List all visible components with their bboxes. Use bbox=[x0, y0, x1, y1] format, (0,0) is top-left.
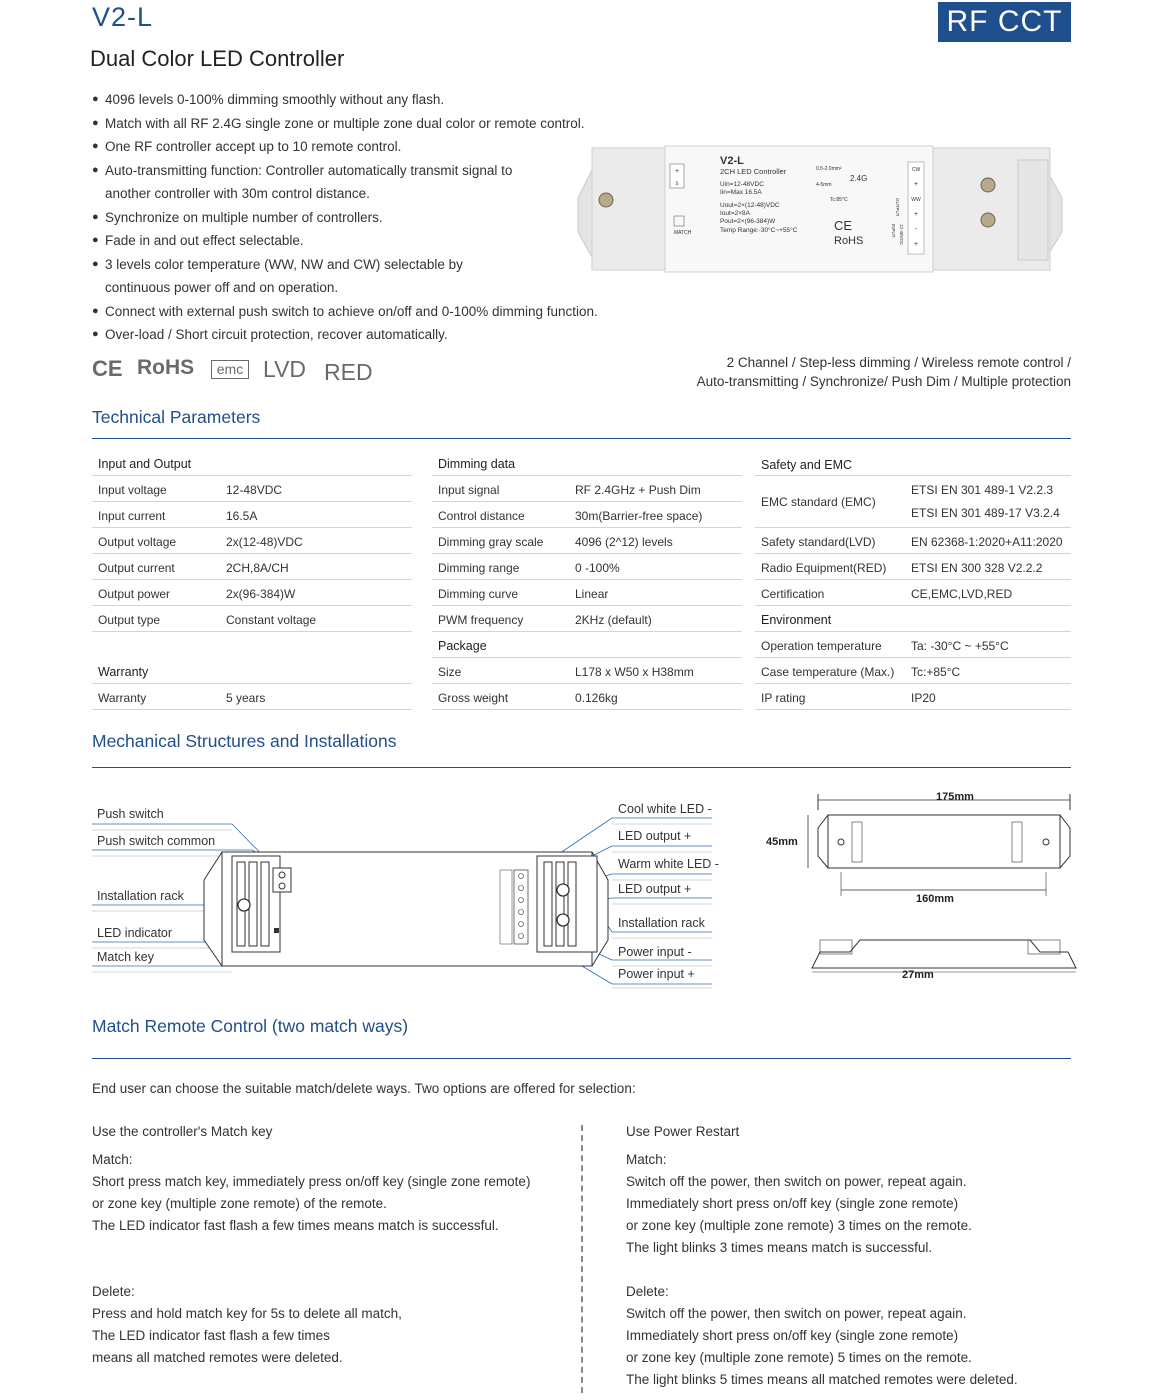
lvd-mark: LVD bbox=[263, 356, 307, 382]
label-warm-white-led: Warm white LED - bbox=[618, 857, 719, 871]
param-value: 30m(Barrier-free space) bbox=[575, 509, 703, 523]
label-name: 2CH LED Controller bbox=[720, 167, 787, 176]
feature-item: ● Connect with external push switch to achieve on/off and 0-100% dimming function. bbox=[92, 300, 632, 324]
label-installation-rack-right: Installation rack bbox=[618, 916, 705, 930]
svg-text:s: s bbox=[675, 181, 679, 187]
param-value: L178 x W50 x H38mm bbox=[575, 665, 694, 679]
label-installation-rack-left: Installation rack bbox=[97, 889, 184, 903]
model-title: V2-L bbox=[92, 2, 154, 32]
label-power-input-plus: Power input + bbox=[618, 967, 695, 981]
param-key: PWM frequency bbox=[438, 613, 524, 627]
param-key: Size bbox=[438, 665, 462, 679]
param-value: ETSI EN 300 328 V2.2.2 bbox=[911, 561, 1043, 575]
feature-item: ● 4096 levels 0-100% dimming smoothly without any flash. bbox=[92, 88, 632, 112]
match-line: The light blinks 3 times means match is successful. bbox=[626, 1240, 933, 1255]
delete-line: Switch off the power, then switch on power, repeat again. bbox=[626, 1306, 967, 1321]
label-match: MATCH bbox=[674, 230, 692, 236]
param-value: IP20 bbox=[911, 691, 936, 705]
product-photo bbox=[570, 140, 1070, 285]
param-key: Certification bbox=[761, 587, 825, 601]
label-led-indicator: LED indicator bbox=[97, 926, 173, 940]
param-key: IP rating bbox=[761, 691, 806, 705]
label-cool-white-led: Cool white LED - bbox=[618, 802, 712, 816]
red-mark: RED bbox=[324, 359, 373, 385]
param-key: EMC standard (EMC) bbox=[761, 495, 876, 509]
param-value: Linear bbox=[575, 587, 609, 601]
match-line: or zone key (multiple zone remote) of the remote. bbox=[92, 1196, 387, 1211]
emc-mark: emc bbox=[211, 360, 249, 379]
label-uout: Uout=2×(12-48)VDC bbox=[720, 202, 780, 209]
param-group-title: Package bbox=[438, 639, 487, 653]
product-subtitle: Dual Color LED Controller bbox=[90, 46, 345, 71]
feature-item-continued: continuous power off and on operation. bbox=[105, 280, 339, 295]
label-temp: Temp Range:-30°C~+55°C bbox=[720, 227, 798, 234]
param-table-safety bbox=[755, 450, 1071, 710]
column-divider bbox=[581, 1125, 583, 1393]
input-label: 12-48VDC bbox=[899, 224, 904, 246]
param-group-title: Warranty bbox=[98, 665, 149, 679]
tagline-line: 2 Channel / Step-less dimming / Wireless remote control / bbox=[726, 355, 1071, 370]
param-value: 5 years bbox=[226, 691, 266, 705]
match-line: Short press match key, immediately press on/off key (single zone remote) bbox=[92, 1174, 531, 1189]
label-push-switch-common: Push switch common bbox=[97, 834, 216, 848]
label-iin: Iin=Max 16.5A bbox=[720, 189, 762, 196]
delete-line: Immediately short press on/off key (single zone remote) bbox=[626, 1328, 959, 1343]
label-strip: 4-5mm bbox=[816, 182, 832, 188]
section-title-match: Match Remote Control (two match ways) bbox=[92, 1016, 409, 1036]
delete-heading: Delete: bbox=[626, 1284, 669, 1299]
match-method-power-restart bbox=[626, 1121, 1070, 1391]
param-key: Case temperature (Max.) bbox=[761, 665, 895, 679]
label-model: V2-L bbox=[720, 155, 744, 167]
param-group-title: Dimming data bbox=[438, 457, 516, 471]
terminal-label: - bbox=[914, 226, 918, 233]
param-key: Safety standard(LVD) bbox=[761, 535, 876, 549]
param-group-title: Safety and EMC bbox=[761, 458, 853, 472]
param-key: Control distance bbox=[438, 509, 525, 523]
label-tc: Tc:85°C bbox=[830, 197, 848, 203]
product-category-badge: RF CCT bbox=[938, 2, 1071, 42]
label-pout: Pout=2×(96-384)W bbox=[720, 218, 776, 225]
param-value: EN 62368-1:2020+A11:2020 bbox=[911, 535, 1063, 549]
svg-text:+: + bbox=[674, 168, 680, 175]
param-key: Operation temperature bbox=[761, 639, 882, 653]
param-key: Input signal bbox=[438, 483, 500, 497]
dim-height: 45mm bbox=[766, 836, 798, 848]
label-freq: 2.4G bbox=[850, 174, 868, 183]
dimension-drawing bbox=[760, 780, 1080, 1000]
label-rohs: RoHS bbox=[834, 235, 864, 247]
param-value: 2CH,8A/CH bbox=[226, 561, 289, 575]
param-value: ETSI EN 301 489-17 V3.2.4 bbox=[911, 506, 1060, 520]
terminal-label: + bbox=[913, 181, 919, 188]
feature-item: ● Synchronize on multiple number of controllers. bbox=[92, 206, 632, 230]
param-table-dimming bbox=[432, 450, 742, 710]
delete-line: The light blinks 5 times means all matched remotes were deleted. bbox=[626, 1372, 1018, 1387]
param-group-title: Environment bbox=[761, 613, 832, 627]
match-heading: Match: bbox=[92, 1152, 133, 1167]
match-line: or zone key (multiple zone remote) 3 times on the remote. bbox=[626, 1218, 972, 1233]
rohs-mark: RoHS bbox=[137, 356, 195, 379]
dim-depth: 27mm bbox=[902, 969, 934, 981]
param-key: Output current bbox=[98, 561, 175, 575]
delete-heading: Delete: bbox=[92, 1284, 135, 1299]
param-value: 16.5A bbox=[226, 509, 258, 523]
param-key: Warranty bbox=[98, 691, 147, 705]
section-title-tech: Technical Parameters bbox=[92, 407, 261, 427]
feature-item: ● Over-load / Short circuit protection, recover automatically. bbox=[92, 323, 632, 347]
param-value: 2KHz (default) bbox=[575, 613, 652, 627]
feature-list bbox=[92, 88, 632, 347]
output-label: OUTPUT bbox=[895, 198, 900, 217]
param-key: Dimming curve bbox=[438, 587, 519, 601]
terminal-label: WW bbox=[911, 197, 921, 203]
label-ce: CE bbox=[834, 218, 853, 233]
label-power-input-minus: Power input - bbox=[618, 945, 692, 959]
param-table-io bbox=[92, 450, 412, 710]
dim-hole-spacing: 160mm bbox=[916, 893, 954, 905]
param-key: Input current bbox=[98, 509, 166, 523]
match-line: Immediately short press on/off key (single zone remote) bbox=[626, 1196, 959, 1211]
section-rule bbox=[92, 438, 1071, 439]
feature-item-continued: another controller with 30m control distance. bbox=[105, 186, 370, 201]
ce-mark: CE bbox=[92, 356, 123, 381]
section-title-mech: Mechanical Structures and Installations bbox=[92, 731, 397, 751]
label-led-output-1: LED output + bbox=[618, 829, 692, 843]
param-value: ETSI EN 301 489-1 V2.2.3 bbox=[911, 483, 1054, 497]
param-key: Output power bbox=[98, 587, 171, 601]
param-group-title: Input and Output bbox=[98, 457, 192, 471]
delete-line: Press and hold match key for 5s to delete all match, bbox=[92, 1306, 402, 1321]
param-value: 0.126kg bbox=[575, 691, 618, 705]
label-uin: Uin=12-48VDC bbox=[720, 181, 764, 188]
param-value: 2x(96-384)W bbox=[226, 587, 296, 601]
param-value: 4096 (2^12) levels bbox=[575, 535, 673, 549]
param-value: Ta: -30°C ~ +55°C bbox=[911, 639, 1009, 653]
dim-length: 175mm bbox=[936, 791, 974, 803]
param-key: Input voltage bbox=[98, 483, 167, 497]
method-title: Use Power Restart bbox=[626, 1124, 740, 1139]
param-value: 0 -100% bbox=[575, 561, 620, 575]
match-method-match-key bbox=[92, 1121, 572, 1369]
match-line: The LED indicator fast flash a few times means match is successful. bbox=[92, 1218, 499, 1233]
param-key: Dimming gray scale bbox=[438, 535, 544, 549]
label-wire: 0.5-2.0mm² bbox=[816, 166, 842, 172]
param-value: Constant voltage bbox=[226, 613, 317, 627]
label-iout: Iout=2×8A bbox=[720, 210, 750, 217]
label-push-switch: Push switch bbox=[97, 807, 164, 821]
feature-item: ● Match with all RF 2.4G single zone or multiple zone dual color or remote control. bbox=[92, 112, 632, 136]
terminal-label: + bbox=[913, 211, 919, 218]
param-value: CE,EMC,LVD,RED bbox=[911, 587, 1013, 601]
match-intro: End user can choose the suitable match/delete ways. Two options are offered for selection: bbox=[92, 1081, 636, 1096]
section-rule bbox=[92, 1058, 1071, 1059]
param-key: Radio Equipment(RED) bbox=[761, 561, 887, 575]
param-key: Gross weight bbox=[438, 691, 509, 705]
terminal-label: + bbox=[913, 241, 919, 248]
input-title: INPUT bbox=[891, 224, 896, 238]
feature-item: ● One RF controller accept up to 10 remote control. bbox=[92, 135, 632, 159]
param-key: Dimming range bbox=[438, 561, 520, 575]
param-value: 12-48VDC bbox=[226, 483, 283, 497]
param-key: Output voltage bbox=[98, 535, 177, 549]
delete-line: means all matched remotes were deleted. bbox=[92, 1350, 343, 1365]
feature-item: ● Fade in and out effect selectable. bbox=[92, 229, 632, 253]
method-title: Use the controller's Match key bbox=[92, 1124, 273, 1139]
feature-item: ● 3 levels color temperature (WW, NW and CW) selectable by bbox=[92, 253, 632, 277]
param-value: 2x(12-48)VDC bbox=[226, 535, 303, 549]
section-rule bbox=[92, 767, 1071, 768]
param-value: Tc:+85°C bbox=[911, 665, 961, 679]
label-match-key: Match key bbox=[97, 950, 154, 964]
terminal-label: CW bbox=[911, 167, 921, 173]
delete-line: The LED indicator fast flash a few times bbox=[92, 1328, 330, 1343]
match-line: Switch off the power, then switch on power, repeat again. bbox=[626, 1174, 967, 1189]
match-heading: Match: bbox=[626, 1152, 667, 1167]
tagline-line: Auto-transmitting / Synchronize/ Push Dim / Multiple protection bbox=[696, 374, 1071, 389]
param-value: RF 2.4GHz + Push Dim bbox=[575, 483, 701, 497]
feature-tagline bbox=[640, 353, 1071, 391]
param-key: Output type bbox=[98, 613, 161, 627]
feature-item: ● Auto-transmitting function: Controller automatically transmit signal to bbox=[92, 159, 632, 183]
delete-line: or zone key (multiple zone remote) 5 times on the remote. bbox=[626, 1350, 972, 1365]
label-led-output-2: LED output + bbox=[618, 882, 692, 896]
